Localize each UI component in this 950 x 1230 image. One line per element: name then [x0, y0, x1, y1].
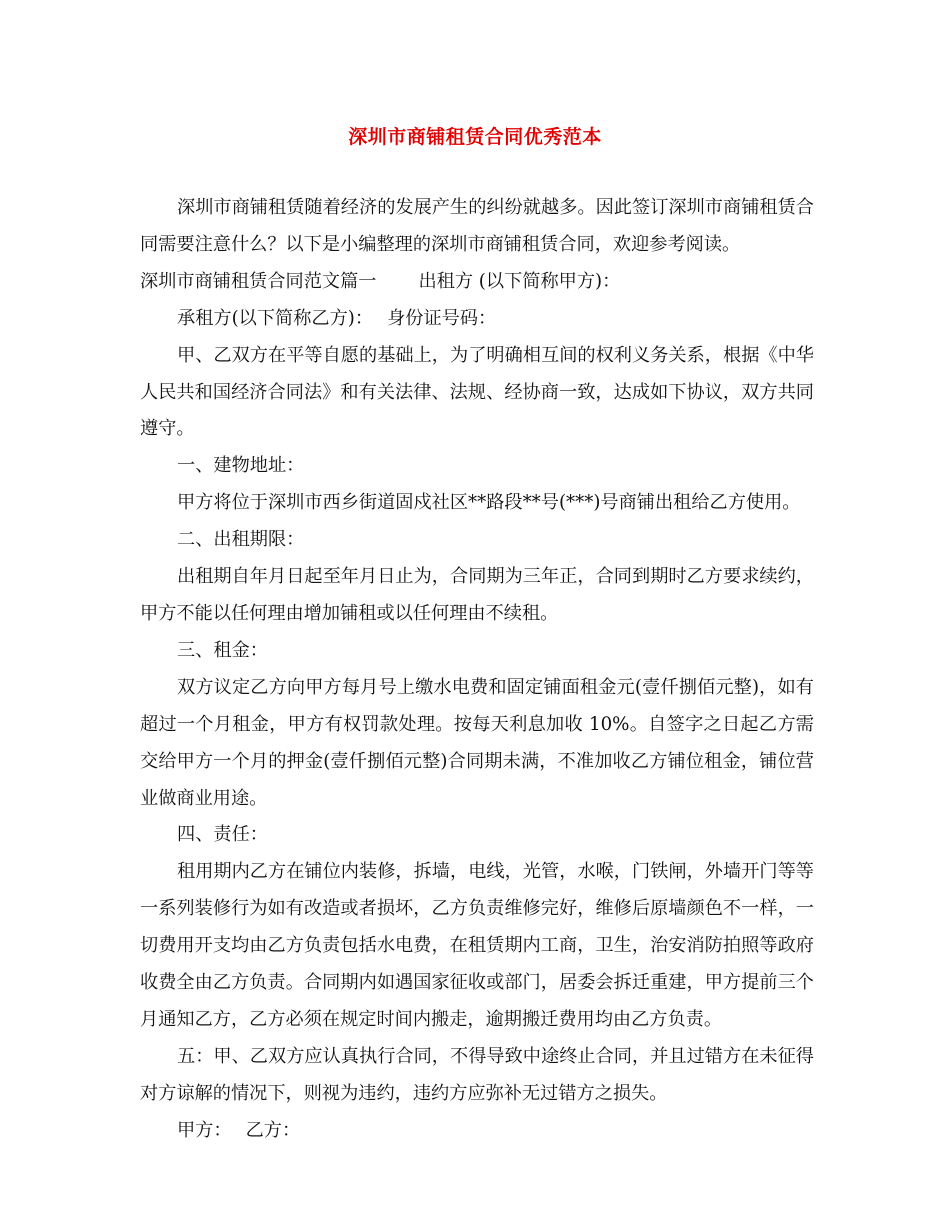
- section2-text: 出租期自年月日起至年月日止为，合同期为三年正，合同到期时乙方要求续约，甲方不能以任何理由增加铺租或以任何理由不续租。: [140, 566, 814, 624]
- lessee-line: [140, 301, 814, 338]
- signature-line: [140, 1113, 814, 1150]
- section3-text: 双方议定乙方向甲方每月号上缴水电费和固定铺面租金元(壹仟捌佰元整)，如有超过一个月租金，甲方有权罚款处理。按每天利息加收 10%。自签字之日起乙方需交给甲方一个月的押金(壹仟捌佰元整)合同期未满，不准加收乙方铺位租金，铺位营业做商业用途。: [140, 676, 814, 809]
- lessee-label: 承租方(以下简称乙方)：: [177, 307, 374, 329]
- id-number-label: 身份证号码：: [387, 307, 497, 329]
- sample-heading-line: [140, 264, 814, 301]
- section5-text: 五：甲、乙双方应认真执行合同，不得导致中途终止合同，并且过错方在未征得对方谅解的情况下，则视为违约，违约方应弥补无过错方之损失。: [140, 1045, 814, 1104]
- intro-paragraph: 深圳市商铺租赁随着经济的发展产生的纠纷就越多。因此签订深圳市商铺租赁合同需要注意什么？以下是小编整理的深圳市商铺租赁合同，欢迎参考阅读。: [140, 197, 814, 255]
- lessor-label: 出租方 (以下简称甲方)：: [418, 270, 621, 292]
- section1-heading: 一、建物地址：: [177, 455, 305, 477]
- section4-heading: 四、责任：: [177, 824, 268, 846]
- sample-heading: 深圳市商铺租赁合同范文篇一: [140, 270, 377, 292]
- section4-text: 租用期内乙方在铺位内装修，拆墙，电线，光管，水喉，门铁闸，外墙开门等等一系列装修行为如有改造或者损坏，乙方负责维修完好，维修后原墙颜色不一样，一切费用开支均由乙方负责包括水电费，在租赁期内工商，卫生，治安消防拍照等政府收费全由乙方负责。合同期内如遇国家征收或部门，居委会拆迁重建，甲方提前三个月通知乙方，乙方必须在规定时间内搬走，逾期搬迁费用均由乙方负责。: [140, 861, 814, 1030]
- section1-text: 甲方将位于深圳市西乡街道固戍社区**路段**号(***)号商铺出租给乙方使用。: [177, 492, 801, 514]
- section2-heading: 二、出租期限：: [177, 529, 305, 551]
- document-body: [140, 190, 814, 1150]
- section3-heading: 三、租金：: [177, 639, 268, 661]
- preamble-paragraph: 甲、乙双方在平等自愿的基础上，为了明确相互间的权利义务关系，根据《中华人民共和国经济合同法》和有关法律、法规、经协商一致，达成如下协议，双方共同遵守。: [140, 344, 814, 440]
- sign-party-b: 乙方：: [245, 1119, 301, 1141]
- sign-party-a: 甲方：: [177, 1119, 232, 1141]
- document-title: 深圳市商铺租赁合同优秀范本: [348, 126, 602, 148]
